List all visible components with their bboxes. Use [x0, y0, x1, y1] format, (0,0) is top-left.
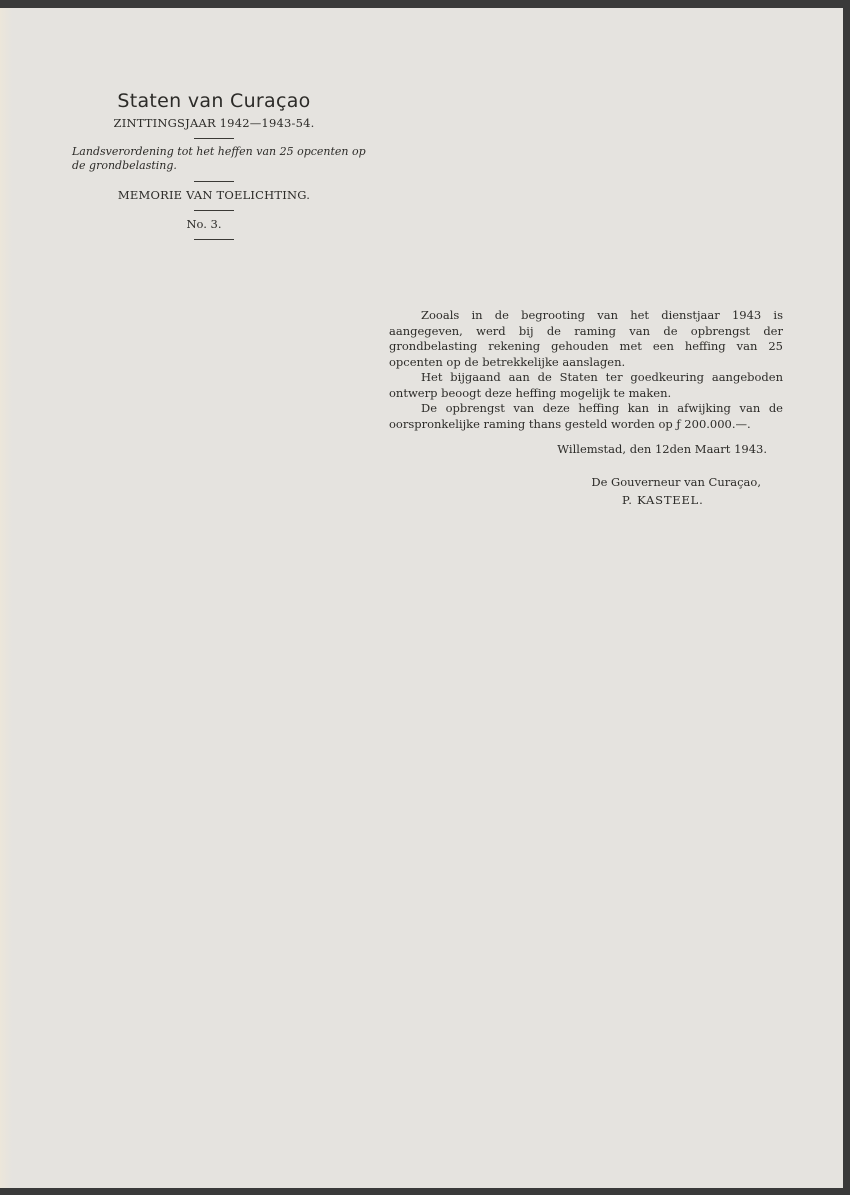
document-header	[60, 90, 368, 246]
document-page	[0, 8, 843, 1188]
page-edge	[0, 8, 12, 1188]
divider	[194, 210, 234, 211]
paragraph: Het bijgaand aan de Staten ter goedkeuring aangeboden ontwerp beoogt deze heffing mogelijk te maken.	[389, 370, 783, 400]
dateline: Willemstad, den 12den Maart 1943.	[557, 442, 767, 456]
divider	[194, 239, 234, 240]
session-year: ZINTTINGSJAAR 1942—1943-54.	[113, 116, 315, 130]
paragraph: Zooals in de begrooting van het dienstjaar 1943 is aangegeven, werd bij de raming van de opbrengst der grondbelasting rekening gehouden met een heffing van 25 opcenten op de betrekkelijke aanslagen.	[389, 308, 783, 369]
ordinance-subject: Landsverordening tot het heffen van 25 opcenten op de grondbelasting.	[72, 145, 366, 172]
organization-title: Staten van Curaçao	[117, 90, 311, 112]
divider	[194, 181, 234, 182]
divider	[194, 138, 234, 139]
body-text	[389, 308, 783, 432]
paragraph: De opbrengst van deze heffing kan in afwijking van de oorspronkelijke raming thans gesteld worden op ƒ 200.000.—.	[389, 401, 783, 431]
document-type: MEMORIE VAN TOELICHTING.	[117, 188, 311, 202]
document-number: No. 3.	[186, 217, 222, 231]
signatory-role: De Gouverneur van Curaçao,	[591, 475, 761, 489]
signatory-name: P. KASTEEL.	[622, 493, 704, 507]
